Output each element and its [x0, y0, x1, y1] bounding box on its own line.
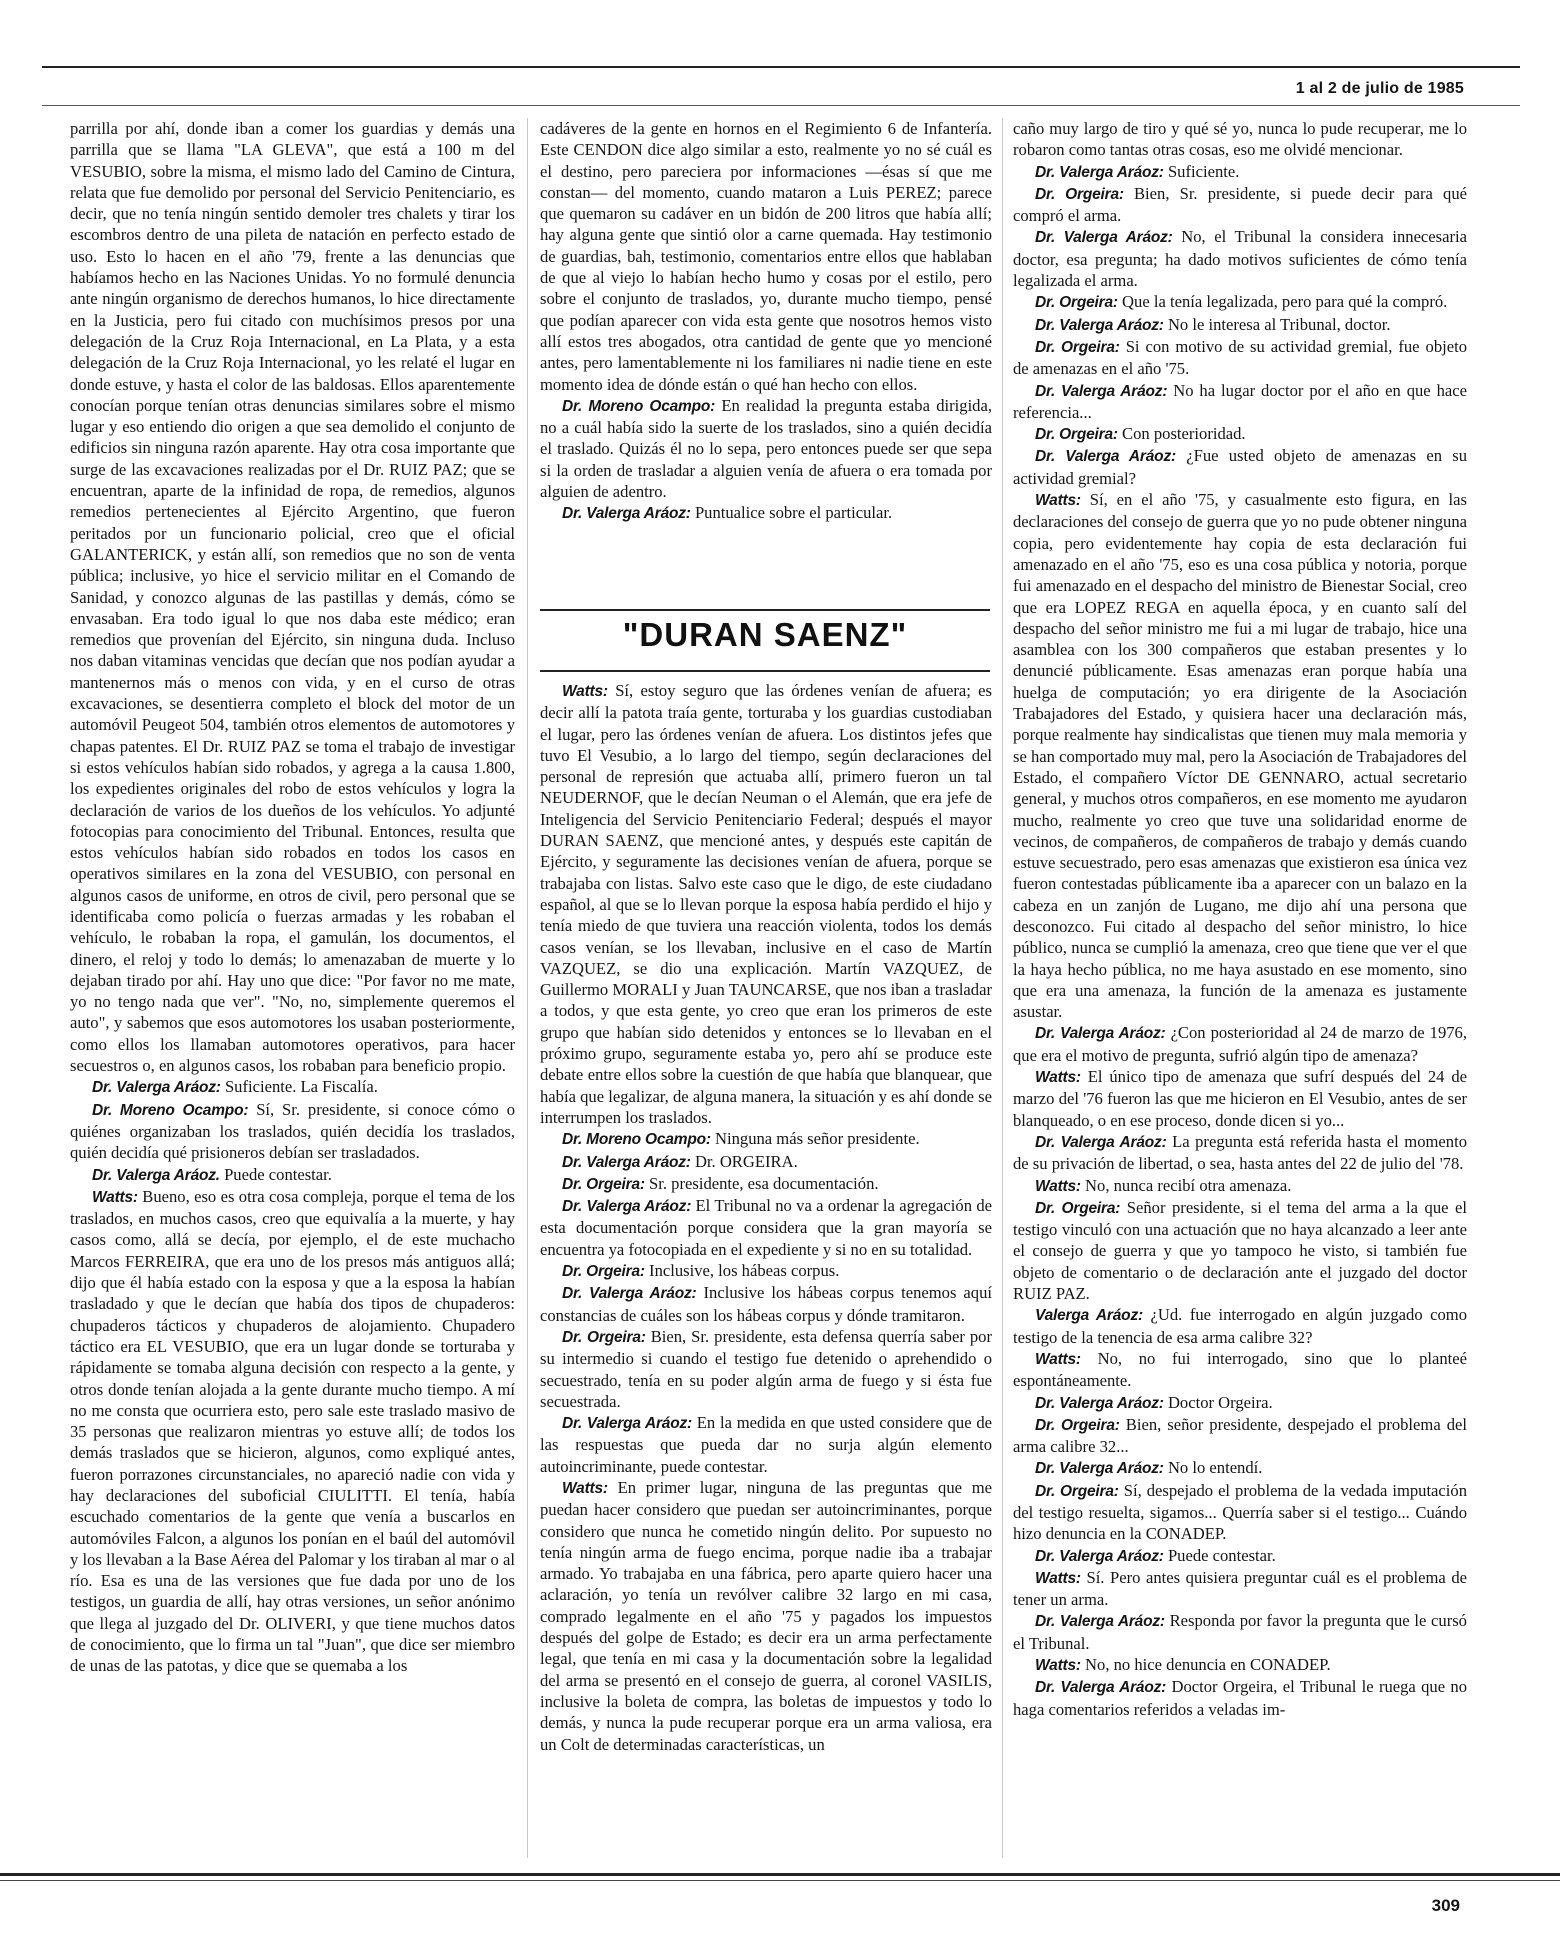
section-rule-top [540, 609, 990, 611]
speaker-label: Dr. Orgeira: [1035, 1416, 1120, 1434]
paragraph [1013, 1610, 1467, 1654]
paragraph-text: Dr. ORGEIRA. [694, 1151, 798, 1171]
speaker-label: Dr. Orgeira: [1035, 338, 1120, 356]
paragraph-text: Bueno, eso es otra cosa compleja, porque el tema de los traslados, en muchos casos, creo que equivalía a la muerte, y hay casos como, allá se decía, por ejemplo, el de este muchacho Marcos FERREIRA, que era uno de los presos más antiguos allá; dijo que él había estado con la esposa y que a la esposa la habían trasladado y que le decían que había dos tipos de chupaderos: chupaderos tácticos y chupaderos de alojamiento. Chupadero táctico era EL VESUBIO, que era un lugar donde se torturaba y rápidamente se tomaba alguna decisión con respecto a la gente, y otros donde tenían alojada a la gente durante mucho tiempo. A mí no me consta que ocurriera esto, pero sale este traslado masivo de 35 personas que realizaron mientras yo estuve allí; de todos los demás traslados que se hicieron, algunos, como expliqué antes, fueron porrazones circunstanciales, no apareció nadie con vida y hay declaraciones del suboficial CIULITTI. El tenía, había escuchado comentarios de la gente que venía a buscarlos en automóviles Falcon, a algunos los ponían en el baúl del automóvil y los llevaban a la Base Aérea del Palomar y los tiraban al mar o al río. Esa es una de las versiones que fue dada por uno de los testigos, un guardia de allí, hay otras versiones, un señor anónimo que llega al juzgado del Dr. OLIVERI, y que tiene muchos datos de conocimiento, que lo firma un tal "Juan", que dice ser miembro de unas de las patotas, y dice que se quemaba a los [70, 1186, 515, 1676]
paragraph-text: Puntualice sobre el particular. [694, 503, 893, 523]
paragraph [540, 1326, 992, 1412]
speaker-label: Watts: [92, 1188, 138, 1206]
speaker-label: Watts: [1035, 1350, 1081, 1368]
paragraph-text: Puede contestar. [1167, 1545, 1276, 1565]
speaker-label: Dr. Valerga Aráoz: [562, 1285, 697, 1303]
paragraph [1013, 314, 1467, 336]
speaker-label: Dr. Orgeira: [1035, 294, 1118, 312]
paragraph-text: ¿Con posterioridad al 24 de marzo de 1976, que era el motivo de pregunta, sufrió algún tipo de amenaza? [1013, 1023, 1467, 1065]
paragraph-text: El único tipo de amenaza que sufrí después del 24 de marzo del '76 fueron las que me hicieron en El Vesubio, antes de ser blanqueado, o en ese proceso, donde dicen si yo... [1013, 1067, 1467, 1130]
paragraph [540, 1151, 992, 1173]
speaker-label: Dr. Orgeira: [1035, 426, 1118, 444]
paragraph-text: Puede contestar. [224, 1164, 332, 1184]
paragraph [1013, 1304, 1467, 1348]
paragraph [540, 1412, 992, 1477]
paragraph [1013, 1348, 1467, 1392]
paragraph-text: Sí, en el año '75, y casualmente esto figura, en las declaraciones del consejo de guerra que yo no pude obtener ninguna copia, pero evidentemente hay copia de esta declaración fui amenazado en el año '75, eso es una cosa pública y notoria, porque fui amenazado en el despacho del ministro de Bienestar Social, creo que era LOPEZ REGA en aquella época, y en cuanto salí del despacho del señor ministro me fui a mi lugar de trabajo, hice una asamblea con los 300 compañeros que estaban presentes y lo denuncié públicamente. Esas amenazas eran porque había una huelga de computación; yo era dirigente de la Asociación Trabajadores del Estado, y quisiera hacer una declaración más, porque realmente hay sindicalistas que tienen muy mala memoria y se han comportado muy mal, pero la Asociación de Trabajadores del Estado, el compañero Víctor DE GENNARO, actual secretario general, y muchos otros compañeros, en ese momento me ayudaron mucho, realmente yo creo que tuve una solidaridad enorme de vecinos, de compañeros, de compañeros de trabajo y demás cuando estuve secuestrado, pero esas amenazas que existieron esa única vez fueron contestadas públicamente iba a aparecer con un balazo en la cabeza en un zanjón de Lugano, me dijo ahí una persona que desconozco. Fui citado al despacho del señor ministro, lo hice público, nunca se cumplió la amenaza, creo que tiene que ver el que la haya hecho pública, no me haya asustado en ese momento, sino que era una amenaza, la función de la amenaza es justamente asustar. [1013, 490, 1467, 1022]
paragraph [1013, 118, 1467, 161]
speaker-label: Dr. Valerga Aráoz: [1035, 1460, 1164, 1478]
speaker-label: Watts: [562, 683, 608, 700]
paragraph-text: Ninguna más señor presidente. [715, 1129, 920, 1149]
paragraph-text: ¿Ud. fue interrogado en algún juzgado como testigo de la tenencia de esa arma calibre 32? [1013, 1305, 1467, 1347]
paragraph [1013, 1545, 1467, 1567]
speaker-label: Dr. Moreno Ocampo: [562, 1131, 711, 1149]
paragraph [1013, 161, 1467, 183]
paragraph [1013, 489, 1467, 1022]
speaker-label: Dr. Valerga Aráoz: [1035, 448, 1176, 466]
paragraph [540, 1195, 992, 1260]
paragraph [70, 1186, 515, 1677]
paragraph [1013, 1197, 1467, 1304]
paragraph-text: Responda por favor la pregunta que le cursó el Tribunal. [1013, 1611, 1467, 1653]
speaker-label: Dr. Valerga Aráoz: [1035, 1133, 1167, 1151]
paragraph-text: parrilla por ahí, donde iban a comer los guardias y demás una parrilla que se llama "LA GLEVA", que está a 100 m del VESUBIO, sobre la misma, el mismo lado del Camino de Cintura, relata que fue demolido por personal del Servicio Penitenciario, es decir, que no tenía ningún sentido demoler tres chalets y tirar los escombros dentro de una pileta de natación en perfecto estado de uso. Esto lo hacen en el año '79, frente a las denuncias que habíamos hecho en las Naciones Unidas. Yo no formulé denuncia ante ningún organismo de derechos humanos, lo hice directamente en la Justicia, pero fui citado con muchísimos presos por una delegación de la Cruz Roja Internacional, en La Plata, y a esta delegación de la Cruz Roja Internacional, yo les relaté el lugar en donde estuve, y hasta el color de las baldosas. Ellos aparentemente conocían porque tenían otras denuncias similares sobre el mismo lugar y eso entiendo dio origen a que sea demolido el conjunto de edificios sin ninguna razón aparente. Hay otra cosa importante que surge de las excavaciones realizadas por el Dr. RUIZ PAZ; que se encuentran, aparte de la infinidad de ropa, de remedios, algunos remedios pertenecientes al Ejército Argentino, que fueron peritados por un funcionario policial, creo que el oficial GALANTERICK, y están allí, son remedios que no son de venta pública; inclusive, yo hice el servicio militar en el Comando de Sanidad, y conozco algunas de las pastillas y demás, cómo se envasaban. Era todo igual lo que nos daba este médico; eran remedios que provenían del Ejército, sin ninguna duda. Incluso nos daban vitaminas vencidas que decían que nos podían ayudar a mantenernos más o menos con vida, y en el curso de otras excavaciones, se desentierra completo el block del motor de un automóvil Peugeot 504, también otros elementos de automotores y chapas patentes. El Dr. RUIZ PAZ se toma el trabajo de investigar si estos vehículos habían sido robados, y agrega a la causa 1.800, los expedientes originales del robo de estos vehículos y logra la declaración de varios de los dueños de los vehículos. Yo adjunté fotocopias para conocimiento del Tribunal. Entonces, resulta que estos vehículos habían sido robados en todos los casos en operativos similares en la zona del VESUBIO, con personal en algunos casos de uniforme, en otros de civil, pero personal que se identificaba como policía o fuerzas armadas y les robaban el vehículo, le robaban la ropa, el gamulán, los documentos, el dinero, el reloj y todo lo demás; lo amenazaban de muerte y lo dejaban tirado por ahí. Hay uno que dice: "Por favor no me mate, yo no tengo nada que ver". "No, no, simplemente queremos el auto", y sabemos que esos automotores los usaban posteriormente, como ellos los llamaban automotores operativos, para hacer secuestros o, en algunos casos, los robaban para beneficio propio. [70, 119, 515, 1076]
paragraph-text: Sí, Sr. presidente, si conoce cómo o quiénes organizaban los traslados, quién decidía los traslados, quién decidía qué prisioneros debían ser trasladados. [70, 1099, 515, 1163]
speaker-label: Dr. Valerga Aráoz. [92, 1166, 220, 1184]
paragraph [1013, 1457, 1467, 1479]
speaker-label: Dr. Moreno Ocampo: [562, 397, 716, 415]
paragraph [1013, 1567, 1467, 1611]
speaker-label: Dr. Orgeira: [1035, 1199, 1121, 1217]
paragraph-text: No, nunca recibí otra amenaza. [1085, 1175, 1292, 1195]
speaker-label: Watts: [1035, 1657, 1081, 1675]
paragraph [1013, 1414, 1467, 1458]
paragraph-text: Bien, Sr. presidente, esta defensa querría saber por su intermedio si cuando el testigo fue detenido o aprehendido o secuestrado, tenía en su poder algún arma de fuego y si ésta fue secuestrada. [540, 1326, 992, 1411]
paragraph-text: La pregunta está referida hasta el momento de su privación de libertad, o sea, hasta antes del 22 de julio del '78. [1013, 1131, 1467, 1174]
paragraph [70, 1164, 515, 1186]
paragraph [70, 1099, 515, 1164]
paragraph [540, 1128, 992, 1150]
paragraph-text: Señor presidente, si el tema del arma a la que el testigo vinculó con una actuación que no haya alcanzado a leer ante el consejo de guerra y que yo tampoco he visto, si también fue objeto de comentario o de declaración ante el juzgado del doctor RUIZ PAZ. [1013, 1197, 1467, 1304]
speaker-label: Dr. Orgeira: [1035, 185, 1124, 203]
top-rule [42, 66, 1520, 68]
paragraph [70, 118, 515, 1076]
speaker-label: Dr. Orgeira: [562, 1175, 645, 1193]
speaker-label: Watts: [1035, 492, 1081, 510]
paragraph-text: Doctor Orgeira, el Tribunal le ruega que no haga comentarios referidos a veladas im- [1013, 1677, 1467, 1719]
paragraph [1013, 1131, 1467, 1175]
bottom-rule-thin [0, 1880, 1560, 1881]
paragraph-text: Sí, despejado el problema de la vedada imputación del testigo resuelta, sigamos... Querría saber si el testigo... Cuándo hizo denuncia en la CONADEP. [1013, 1480, 1467, 1544]
page-number: 309 [1431, 1896, 1460, 1915]
paragraph-text: En la medida en que usted considere que de las respuestas que pueda dar no surja algún elemento autoincriminante, puede contestar. [540, 1413, 992, 1476]
section-rule-bottom [540, 670, 990, 672]
speaker-label: Dr. Valerga Aráoz: [1035, 382, 1168, 400]
paragraph-text: Con posterioridad. [1122, 424, 1246, 444]
paragraph-text: Sí. Pero antes quisiera preguntar cuál es el problema de tener un arma. [1013, 1567, 1467, 1610]
paragraph [1013, 1654, 1467, 1676]
paragraph [540, 680, 992, 1128]
paragraph-text: Que la tenía legalizada, pero para qué la compró. [1122, 292, 1448, 312]
paragraph-text: No lo entendí. [1167, 1458, 1263, 1478]
speaker-label: Dr. Valerga Aráoz: [1035, 1394, 1164, 1412]
header-date: 1 al 2 de julio de 1985 [1295, 80, 1464, 97]
paragraph [540, 395, 992, 502]
speaker-label: Watts: [562, 1479, 608, 1497]
speaker-label: Watts: [1035, 1177, 1081, 1195]
paragraph [1013, 380, 1467, 424]
speaker-label: Dr. Orgeira: [562, 1328, 646, 1346]
paragraph-text: El Tribunal no va a ordenar la agregación de esta documentación porque considera que la gran mayoría se encuentra ya fotocopiada en el expediente y si no en su totalidad. [540, 1196, 992, 1259]
paragraph [540, 1477, 992, 1755]
paragraph-text: caño muy largo de tiro y qué sé yo, nunca lo pude recuperar, me lo robaron como tantas otras cosas, eso me olvidé mencionar. [1013, 119, 1467, 160]
column-divider [1002, 118, 1003, 1858]
speaker-label: Dr. Valerga Aráoz: [1035, 163, 1164, 181]
paragraph-text: Bien, Sr. presidente, si puede decir para qué compró el arma. [1013, 183, 1467, 226]
paragraph [1013, 1676, 1467, 1720]
paragraph-text: Suficiente. [1167, 161, 1240, 181]
column-1 [70, 118, 515, 1858]
paragraph [540, 1260, 992, 1282]
paragraph [1013, 226, 1467, 291]
paragraph [1013, 183, 1467, 227]
paragraph-text: Doctor Orgeira. [1167, 1392, 1273, 1412]
section-title: "DURAN SAENZ" [622, 616, 908, 653]
paragraph [1013, 445, 1467, 489]
paragraph-text: No ha lugar doctor por el año en que hace referencia... [1013, 380, 1467, 422]
paragraph [540, 502, 992, 524]
paragraph-text: Si con motivo de su actividad gremial, fue objeto de amenazas en el año '75. [1013, 336, 1467, 379]
speaker-label: Dr. Orgeira: [562, 1263, 645, 1281]
paragraph [1013, 336, 1467, 380]
paragraph [1013, 291, 1467, 313]
speaker-label: Dr. Valerga Aráoz: [1035, 1025, 1166, 1043]
speaker-label: Dr. Valerga Aráoz: [562, 1153, 691, 1171]
paragraph-text: No, no hice denuncia en CONADEP. [1085, 1655, 1331, 1675]
paragraph [1013, 1175, 1467, 1197]
paragraph-text: En primer lugar, ninguna de las preguntas que me puedan hacer considero que puedan ser autoincriminantes, porque considero que nunca he cometido ningún delito. Por supuesto no tenía ningún arma de fuego encima, porque nadie iba a trabajar armado. Yo trabajaba en una fábrica, pero aparte quiero hacer una aclaración, yo tenía un revólver calibre 32 largo en mi casa, comprado legalmente en el año '75 y pagados los impuestos después del golpe de Estado; es decir era un arma perfectamente legal, que tenía en mi casa y la documentación sobre la legalidad del arma se presentó en el consejo de guerra, al coronel VASILIS, inclusive la boleta de compra, las boletas de impuestos y todo lo demás, y nunca la pude recuperar porque era un arma valiosa, era un Colt de determinadas características, un [540, 1477, 992, 1754]
speaker-label: Dr. Valerga Aráoz: [92, 1079, 221, 1097]
paragraph-text: No, el Tribunal la considera innecesaria doctor, esa pregunta; ha dado motivos suficientes de cómo tenía legalizada el arma. [1013, 227, 1467, 291]
paragraph-text: Inclusive los hábeas corpus tenemos aquí constancias de cuáles son los hábeas corpus y dónde tramitaron. [540, 1283, 992, 1325]
speaker-label: Dr. Valerga Aráoz: [1035, 1613, 1165, 1631]
paragraph [540, 1173, 992, 1195]
paragraph [1013, 423, 1467, 445]
paragraph [1013, 1392, 1467, 1414]
paragraph [540, 118, 992, 395]
paragraph [540, 1282, 992, 1326]
speaker-label: Dr. Valerga Aráoz: [1035, 1547, 1164, 1565]
speaker-label: Dr. Orgeira: [1035, 1482, 1119, 1500]
paragraph-text: cadáveres de la gente en hornos en el Regimiento 6 de Infantería. Este CENDON dice algo similar a esto, realmente yo no sé cuál es el destino, pero pareciera por informaciones —ésas sí que me constan— del momento, cuando mataron a Luis PEREZ; parece que quemaron su cadáver en un bidón de 200 litros que había allí; hay alguna gente que sintió olor a carne quemada. Hay testimonio de guardias, bah, testimonio, comentarios entre ellos que hablaban de que al viejo lo habían hecho humo y cosas por el estilo, pero sobre el conjunto de traslados, yo, durante mucho tiempo, pensé que podían aparecer con vida esta gente que nosotros hemos visto allí estos tres abogados, otra cantidad de gente que yo mencioné antes, pero lamentablemente ni los familiares ni nadie tiene en este momento idea de dónde están o qué han hecho con ellos. [540, 119, 992, 394]
speaker-label: Dr. Valerga Aráoz: [562, 1415, 693, 1433]
speaker-label: Dr. Valerga Aráoz: [1035, 316, 1164, 334]
paragraph-text: Sr. presidente, esa documentación. [649, 1173, 879, 1193]
paragraph-text: En realidad la pregunta estaba dirigida, no a cuál había sido la suerte de los traslados, sino a quién decidía el traslado. Quizás él no lo sepa, pero entonces puede ser que sepa si la orden de trasladar a alguien venía de afuera o era tomada por alguien de adentro. [540, 395, 992, 502]
top-rule-thin [42, 105, 1520, 106]
speaker-label: Dr. Valerga Aráoz: [1035, 229, 1173, 247]
paragraph-text: No, no fui interrogado, sino que lo planteé espontáneamente. [1013, 1348, 1467, 1391]
speaker-label: Dr. Valerga Aráoz: [562, 1198, 692, 1216]
paragraph [1013, 1066, 1467, 1131]
paragraph [1013, 1022, 1467, 1066]
speaker-label: Watts: [1035, 1069, 1081, 1087]
speaker-label: Valerga Aráoz: [1035, 1307, 1143, 1325]
paragraph-text: Inclusive, los hábeas corpus. [649, 1261, 840, 1281]
column-divider [527, 118, 528, 1858]
paragraph-text: Bien, señor presidente, despejado el problema del arma calibre 32... [1013, 1414, 1467, 1457]
column-3 [1013, 118, 1467, 1858]
paragraph [1013, 1480, 1467, 1545]
speaker-label: Dr. Valerga Aráoz: [562, 505, 691, 523]
paragraph [70, 1076, 515, 1098]
speaker-label: Watts: [1035, 1569, 1081, 1587]
paragraph-text: No le interesa al Tribunal, doctor. [1167, 314, 1391, 334]
paragraph-text: Suficiente. La Fiscalía. [224, 1077, 378, 1097]
speaker-label: Dr. Moreno Ocampo: [92, 1101, 249, 1119]
paragraph-text: Sí, estoy seguro que las órdenes venían de afuera; es decir allí la patota traía gente, torturaba y los guardias custodiaban el lugar, pero las órdenes venían de afuera. Los distintos jefes que tuvo El Vesubio, a lo largo del tiempo, según declaraciones del personal de represión que actuaba allí, primero fueron un tal NEUDERNOF, que le decían Neuman o el Alemán, que era jefe de Inteligencia del Servicio Penitenciario Federal; después el mayor DURAN SAENZ, que mencioné antes, y después este capitán de Ejército, y seguramente las decisiones venían de afuera, porque se trabajaba con listas. Salvo este caso que le digo, de este ciudadano español, al que se lo llevan porque la esposa había perdido el hijo y tenía miedo de que tuviera una reacción violenta, todos los demás casos venían, se los llevaban, inclusive en el caso de Martín VAZQUEZ, se dio una explicación. Martín VAZQUEZ, de Guillermo MORALI y Juan TAUNCARSE, que nos iban a trasladar a todos, y que esta gente, yo creo que eran los primeros de este grupo que habían sido detenidos y entonces se lo llevaban en el próximo grupo, seguramente estaba yo, pero ahí se produce este debate entre ellos sobre la cuestión de que había que blanquear, que había que legalizar, de alguna manera, la situación y es ahí donde se interrumpen los traslados. [540, 681, 992, 1127]
paragraph-text: ¿Fue usted objeto de amenazas en su actividad gremial? [1013, 446, 1467, 488]
speaker-label: Dr. Valerga Aráoz: [1035, 1679, 1167, 1697]
bottom-rule [0, 1873, 1560, 1876]
column-2-bottom [540, 680, 992, 1860]
